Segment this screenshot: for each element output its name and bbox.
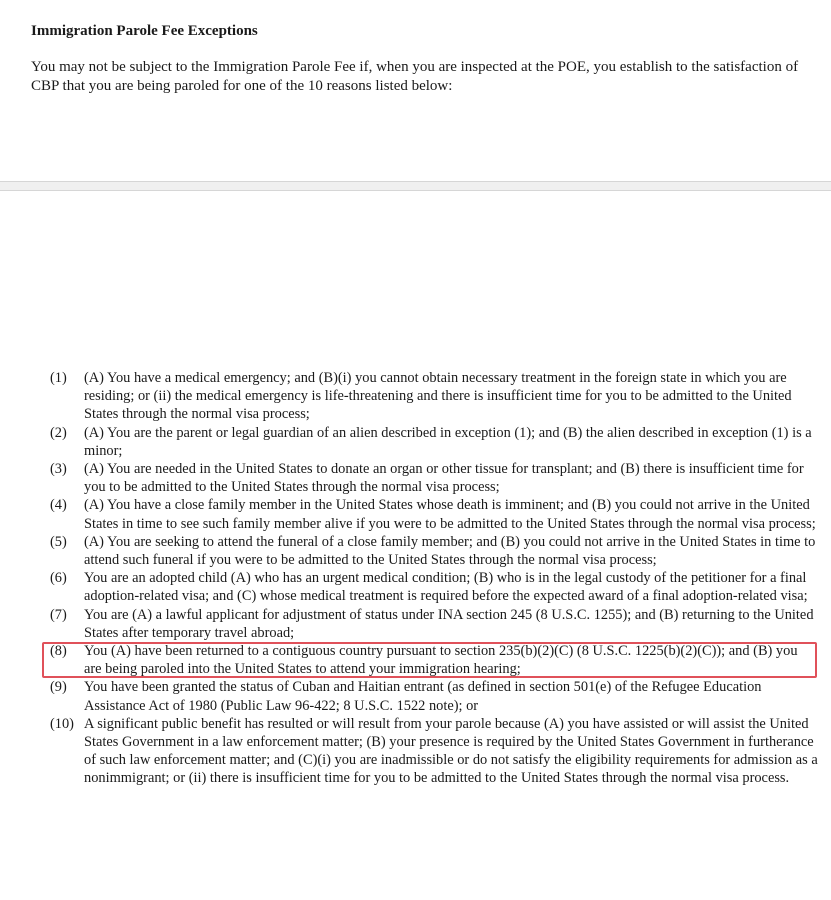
exception-number: (3) <box>50 461 67 478</box>
exception-text: A significant public benefit has resulted or will result from your parole because (A) you have assisted or will assist the United States Government in a law enforcement matter; (B) your presence is required by the United States Government in furtherance of such law enforcement matter; and (C)(i) you are inadmissible or do not satisfy the eligibility requirements for admission as a nonimmigrant; or (ii) there is insufficient time for you to be admitted to the United States through the normal visa process. <box>84 715 818 787</box>
exception-item <box>50 678 818 714</box>
section-heading: Immigration Parole Fee Exceptions <box>31 23 258 39</box>
page-separator <box>0 181 831 191</box>
exception-number: (5) <box>50 533 67 550</box>
exception-item <box>50 569 818 605</box>
exception-text: (A) You have a close family member in the United States whose death is imminent; and (B) you could not arrive in the United States in time to see such family member alive if you were to be admitted to the United States through the normal visa process; <box>84 497 816 532</box>
exception-text: (A) You are needed in the United States to donate an organ or other tissue for transplant; and (B) there is insufficient time for you to be admitted to the United States through the normal visa process; <box>84 461 804 496</box>
exception-item <box>50 715 818 788</box>
exception-text: (A) You are the parent or legal guardian of an alien described in exception (1); and (B) the alien described in exception (1) is a minor; <box>84 424 812 459</box>
exception-text: You are an adopted child (A) who has an urgent medical condition; (B) who is in the legal custody of the petitioner for a final adoption-related visa; and (C) whose medical treatment is required before the expected award of a final adoption-related visa; <box>84 570 808 605</box>
exception-number: (10) <box>50 715 74 732</box>
exception-item <box>50 533 818 569</box>
exception-text: You are (A) a lawful applicant for adjustment of status under INA section 245 (8 U.S.C. 1255); and (B) returning to the United States after temporary travel abroad; <box>84 606 814 641</box>
exception-number: (9) <box>50 679 67 696</box>
exceptions-list <box>50 369 818 788</box>
intro-paragraph: You may not be subject to the Immigration Parole Fee if, when you are inspected at the POE, you establish to the satisfaction of CBP that you are being paroled for one of the 10 reasons listed below: <box>31 59 799 94</box>
exception-item <box>50 460 818 496</box>
exception-number: (6) <box>50 570 67 587</box>
highlight-box <box>42 642 817 678</box>
exception-item <box>50 424 818 460</box>
exception-item <box>50 369 818 424</box>
exception-number: (4) <box>50 497 67 514</box>
exception-number: (2) <box>50 424 67 441</box>
exception-number: (1) <box>50 370 67 386</box>
exception-item-highlighted <box>50 606 818 642</box>
exception-item <box>50 496 818 532</box>
exception-text: (A) You have a medical emergency; and (B)(i) you cannot obtain necessary treatment in the foreign state in which you are residing; or (ii) the medical emergency is life-threatening and there is insufficient time for you to be admitted to the United States through the normal visa process; <box>84 370 792 423</box>
exception-text: (A) You are seeking to attend the funeral of a close family member; and (B) you could not arrive in the United States in time to attend such funeral if you were to be admitted to the United States through the normal visa process; <box>84 533 816 569</box>
exception-text: You have been granted the status of Cuban and Haitian entrant (as defined in section 501(e) of the Refugee Education Assistance Act of 1980 (Public Law 96-422; 8 U.S.C. 1522 note); or <box>84 679 762 714</box>
exception-number: (7) <box>50 606 67 623</box>
exception-number: (8) <box>50 643 67 660</box>
exception-text: You (A) have been returned to a contiguous country pursuant to section 235(b)(2)(C) (8 U.S.C. 1225(b)(2)(C)); and (B) you are being paroled into the United States to attend your immigration hearing; <box>84 643 798 678</box>
page-top <box>0 0 831 183</box>
